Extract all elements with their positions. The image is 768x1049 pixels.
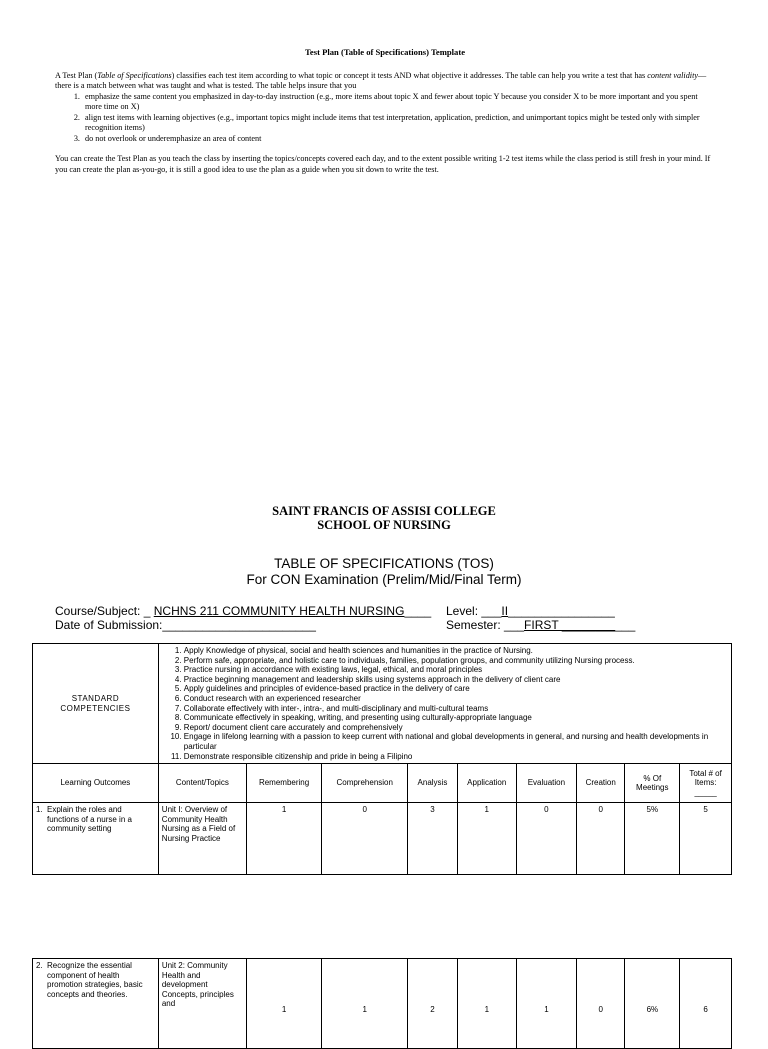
- remembering-cell: 1: [246, 959, 321, 1049]
- outcome-number: 2.: [36, 961, 43, 970]
- intro-text: ) classifies each test item according to what topic or concept it tests AND what objective it addresses. The table can help you write a test that has: [171, 70, 648, 80]
- level-value: II: [501, 604, 509, 618]
- competency-item: 10. Engage in lifelong learning with a passion to keep current with national and global developments in general, and nursing and health developments in particular: [184, 732, 728, 751]
- college-name: SAINT FRANCIS OF ASSISI COLLEGE: [272, 504, 496, 518]
- col-application: Application: [457, 764, 516, 803]
- semester-label: Semester: ___: [446, 618, 525, 632]
- column-header-row: [33, 764, 732, 803]
- comprehension-cell: 1: [322, 959, 408, 1049]
- col-remembering: Remembering: [246, 764, 321, 803]
- level-label: Level: ___: [446, 604, 502, 618]
- tos-subtitle: For CON Examination (Prelim/Mid/Final Term): [246, 572, 522, 587]
- learning-outcome-cell: [33, 803, 159, 875]
- evaluation-cell: 1: [516, 959, 576, 1049]
- intro-term: content validity: [647, 70, 698, 80]
- pct-meetings-cell: 6%: [625, 959, 680, 1049]
- evaluation-cell: 0: [516, 803, 576, 875]
- col-comprehension: Comprehension: [322, 764, 408, 803]
- level-trail: ________________: [508, 604, 615, 618]
- competencies-row: [33, 644, 732, 764]
- semester-field: [446, 618, 635, 632]
- semester-trail: ___: [615, 618, 636, 632]
- outcome-text: Recognize the essential component of health promotion strategies, basic concepts and theories.: [47, 961, 143, 999]
- competency-item: 9. Report/ document client care accurately and comprehensively: [184, 723, 728, 733]
- competencies-list: [158, 644, 731, 764]
- outcome-text: Explain the roles and functions of a nurse in a community setting: [47, 805, 132, 834]
- creation-cell: 0: [577, 803, 625, 875]
- competency-item: 3. Practice nursing in accordance with existing laws, legal, ethical, and moral principles: [184, 665, 728, 675]
- competency-item: 5. Apply guidelines and principles of evidence-based practice in the delivery of care: [184, 684, 728, 694]
- table-row: [33, 959, 732, 1049]
- competency-item: 6. Conduct research with an experienced researcher: [184, 694, 728, 704]
- col-total-items: Total # of Items: _____: [680, 764, 732, 803]
- outcome-number: 1.: [36, 805, 43, 815]
- intro-text: —there is a match between what was taught and what is tested. The table helps insure that you: [55, 70, 707, 90]
- tos-heading: [0, 556, 768, 588]
- intro-paragraph: [55, 71, 715, 92]
- date-label: Date of Submission:: [55, 618, 163, 632]
- intro-closing: You can create the Test Plan as you teach the class by inserting the topics/concepts covered each day, and to the extent possible writing 1-2 test items while the class period is still fresh in your mind. If you can create the plan as-you-go, it is still a good idea to use the plan as a guide when you sit down to write the test.: [55, 154, 711, 174]
- col-content-topics: Content/Topics: [158, 764, 246, 803]
- competencies-label: STANDARD COMPETENCIES: [33, 644, 159, 764]
- tos-table-part-2: [32, 958, 732, 1049]
- competency-item: 8. Communicate effectively in speaking, writing, and presenting using culturally-appropriate language: [184, 713, 728, 723]
- semester-value: FIRST ________: [524, 618, 616, 632]
- creation-cell: 0: [577, 959, 625, 1049]
- date-blank: _______________________: [162, 618, 316, 632]
- competency-item: 2. Perform safe, appropriate, and holistic care to individuals, families, population groups, and community utilizing Nursing process.: [184, 656, 728, 666]
- intro-list-item: 1. emphasize the same content you emphasized in day-to-day instruction (e.g., more items about topic X and fewer about topic Y because you consider X to be more important and you spent more time on X): [82, 92, 715, 113]
- tos-title: TABLE OF SPECIFICATIONS (TOS): [274, 556, 494, 571]
- course-value: NCHNS 211 COMMUNITY HEALTH NURSING: [153, 604, 405, 618]
- total-items-cell: 5: [680, 803, 732, 875]
- analysis-cell: 3: [408, 803, 457, 875]
- content-topic-cell: Unit 2: Community Health and development Concepts, principles and: [158, 959, 246, 1049]
- course-field: [55, 604, 431, 618]
- intro-list-item: 2. align test items with learning objectives (e.g., important topics might include items that test interpretation, application, prediction, and unimportant topics might be tested only with simpler recognition items): [82, 113, 715, 134]
- col-creation: Creation: [577, 764, 625, 803]
- total-items-cell: 6: [680, 959, 732, 1049]
- remembering-cell: 1: [246, 803, 321, 875]
- intro-text: A Test Plan (: [55, 70, 98, 80]
- col-pct-meetings: % Of Meetings: [625, 764, 680, 803]
- application-cell: 1: [457, 959, 516, 1049]
- application-cell: 1: [457, 803, 516, 875]
- date-field: [55, 618, 316, 632]
- content-topic-cell: Unit I: Overview of Community Health Nursing as a Field of Nursing Practice: [158, 803, 246, 875]
- competency-item: 11. Demonstrate responsible citizenship and pride in being a Filipino: [184, 752, 728, 762]
- intro-term: Table of Specifications: [97, 70, 172, 80]
- course-trail: ____: [404, 604, 432, 618]
- col-learning-outcomes: Learning Outcomes: [33, 764, 159, 803]
- col-analysis: Analysis: [408, 764, 457, 803]
- template-intro: [55, 47, 715, 175]
- pct-meetings-cell: 5%: [625, 803, 680, 875]
- col-evaluation: Evaluation: [516, 764, 576, 803]
- competency-item: 1. Apply Knowledge of physical, social and health sciences and humanities in the practice of Nursing.: [184, 646, 728, 656]
- intro-list-item: 3. do not overlook or underemphasize an area of content: [82, 134, 715, 145]
- course-label: Course/Subject: _: [55, 604, 151, 618]
- table-row: [33, 803, 732, 875]
- intro-list: [55, 92, 715, 145]
- competency-item: 4. Practice beginning management and leadership skills using systems approach in the delivery of client care: [184, 675, 728, 685]
- analysis-cell: 2: [408, 959, 457, 1049]
- comprehension-cell: 0: [322, 803, 408, 875]
- school-name: SCHOOL OF NURSING: [317, 518, 451, 532]
- template-title: Test Plan (Table of Specifications) Template: [304, 47, 466, 57]
- level-field: [446, 604, 615, 618]
- competency-item: 7. Collaborate effectively with inter-, intra-, and multi-disciplinary and multi-cultural teams: [184, 704, 728, 714]
- college-header: [0, 504, 768, 532]
- tos-table-part-1: [32, 643, 732, 875]
- learning-outcome-cell: [33, 959, 159, 1049]
